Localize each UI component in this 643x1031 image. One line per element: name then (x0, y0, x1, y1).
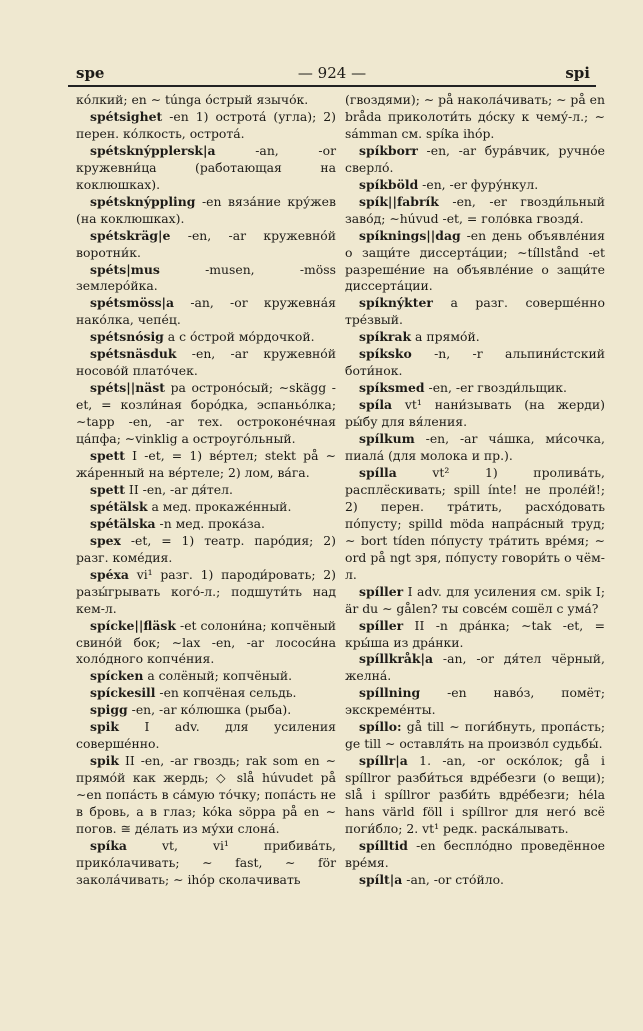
dictionary-entry (76, 194, 336, 228)
dictionary-entry (76, 380, 336, 448)
entry-definition: -en 1) острота́ (угла); 2) перен. ко́лкость, острота́. (76, 108, 336, 141)
dictionary-entry (76, 482, 336, 499)
entry-definition: vt, vi¹ прибива́ть, прико́лачивать; ∼ fast, ∼ för закола́чивать; ∼ ihóp сколачивать (76, 837, 336, 887)
entry-headword: spíknings||dag (359, 227, 461, 243)
dictionary-entry (76, 753, 336, 838)
entry-headword: spétskräg|e (90, 227, 171, 243)
entry-headword: spétälska (90, 515, 156, 531)
entry-headword: spik (90, 719, 119, 735)
dictionary-entry (345, 397, 605, 431)
entry-headword: spett (90, 448, 125, 464)
entry-definition: -et солони́на; копчёный свино́й бок; ∼lax -en, -ar лососи́на холо́дного копче́ния. (76, 617, 336, 667)
entry-headword: spett (90, 481, 125, 497)
dictionary-entry (345, 618, 605, 652)
entry-headword: spétsmöss|a (90, 295, 175, 311)
entry-headword: spéts||näst (90, 380, 165, 396)
dictionary-entry (345, 872, 605, 889)
entry-definition: -en, -er гвозди́льный заво́д; ∼húvud -et, = голо́вка гвоздя́. (345, 193, 605, 226)
right-column (345, 92, 605, 889)
dictionary-entry (345, 465, 605, 584)
dictionary-entry (76, 838, 336, 889)
entry-definition: ко́лкий; en ∼ túnga о́стрый язычо́к. (76, 92, 309, 107)
entry-definition: -musen, -möss землеро́йка. (76, 261, 336, 294)
entry-definition: a солёный; копчёный. (143, 668, 293, 684)
dictionary-entry (76, 567, 336, 618)
dictionary-entry (76, 109, 336, 143)
entry-headword: spíller (359, 617, 404, 633)
guide-word-right: spi (565, 64, 590, 82)
entry-headword: spílt|a (359, 871, 403, 887)
dictionary-entry (76, 329, 336, 346)
dictionary-entry (345, 194, 605, 228)
dictionary-entry (345, 431, 605, 465)
dictionary-entry (345, 838, 605, 872)
dictionary-entry (76, 516, 336, 533)
entry-headword: spíllr|a (359, 753, 408, 769)
entry-headword: spícken (90, 668, 144, 684)
entry-headword: spílla (359, 464, 397, 480)
page-header (68, 62, 596, 84)
entry-headword: spigg (90, 702, 128, 718)
entry-headword: spétsknýppling (90, 193, 196, 209)
dictionary-entry (345, 380, 605, 397)
dictionary-entry (76, 228, 336, 262)
dictionary-entry (76, 262, 336, 296)
dictionary-entry (345, 329, 605, 346)
entry-definition: I -et, = 1) ве́ртел; stekt på ∼ жа́ренный на ве́ртеле; 2) лом, ва́га. (76, 448, 336, 480)
entry-headword: spícke||fläsk (90, 617, 176, 633)
entry-headword: spíkborr (359, 142, 418, 158)
dictionary-entry (76, 533, 336, 567)
entry-definition: -en, -ar ча́шка, ми́сочка, пиала́ (для молока и пр.). (345, 431, 605, 464)
entry-headword: spílltid (359, 837, 408, 853)
entry-definition: -en беспло́дно проведённое вре́мя. (345, 837, 605, 870)
entry-headword: spéxa (90, 566, 129, 582)
entry-definition: 1. -an, -or оско́лок; gå i spíllror разби́ться вдре́безги (о вещи); slå i spíllror разби́ть вдре́безги; héla hans värld föll i spíllror для него́ всё поги́бло; 2. vt¹ редк. раска́лывать. (345, 753, 605, 836)
entry-headword: spík||fabrík (359, 193, 439, 209)
entry-headword: spétälsk (90, 498, 148, 514)
entry-definition: -en день объявле́ния о защи́те диссерта́ции; ∼tíllstånd -et разреше́ние на объявле́ние о защи́те диссерта́ции. (345, 227, 605, 294)
entry-definition: -n, -r альпини́стский боти́нок. (345, 346, 605, 379)
dictionary-entry (76, 92, 336, 109)
entry-definition: II -n дра́нка; ∼tak -et, = кры́ша из дра́нки. (345, 617, 605, 650)
entry-definition: vi¹ разг. 1) пароди́ровать; 2) разы́грывать кого́-л.; подшути́ть над кем-л. (76, 566, 336, 616)
entry-definition: -en вяза́ние кру́жев (на коклюшках). (76, 193, 336, 226)
dictionary-entry (345, 143, 605, 177)
dictionary-entry (76, 685, 336, 702)
entry-definition: II -en, -ar гвоздь; rak som en ∼ прямо́й как жердь; ◇ slå húvudet på ∼en попа́сть в са́мую то́чку; попа́сть не в бровь, а в глаз; kóka söppa på en ∼ погов. ≅ де́лать из му́хи слона́. (76, 753, 336, 836)
entry-headword: spíllo: (359, 719, 402, 735)
entry-headword: spex (90, 532, 121, 548)
entry-definition: -en, -ar бура́вчик, ручно́е сверло́. (345, 142, 605, 175)
entry-headword: spíller (359, 583, 404, 599)
dictionary-entry (345, 92, 605, 143)
entry-definition: I adv. для усиления соверше́нно. (76, 719, 336, 752)
entry-definition: a прямо́й. (411, 329, 480, 345)
entry-headword: spíckesill (90, 685, 156, 701)
entry-definition: -et, = 1) театр. паро́дия; 2) разг. коме́дия. (76, 532, 336, 565)
entry-headword: spíkböld (359, 176, 419, 192)
entry-headword: spíka (90, 837, 127, 853)
entry-definition: pa остроно́сый; ∼skägg -et, = козли́ная боро́дка, эспаньо́лка; ∼tapp -en, -ar тех. остроконе́чная ца́пфа; ∼vinklig a остроуго́льный. (76, 380, 336, 447)
dictionary-entry (76, 346, 336, 380)
entry-headword: spíllning (359, 685, 421, 701)
entry-definition: -an, -or дя́тел чёрный, желна́. (345, 651, 605, 684)
entry-definition: (гвоздями); ∼ på накола́чивать; ∼ på en bråda приколоти́ть до́ску к чему́-л.; ∼ sámman см. spíka ihóp. (345, 92, 605, 141)
entry-definition: a мед. прокаже́нный. (147, 498, 292, 514)
entry-definition: a с о́строй мо́рдочкой. (163, 329, 315, 345)
entry-headword: spíksmed (359, 380, 425, 396)
dictionary-entry (76, 448, 336, 482)
entry-headword: spétsighet (90, 108, 163, 124)
dictionary-entry (76, 499, 336, 516)
dictionary-entry (76, 702, 336, 719)
entry-headword: spétsknýpplersk|a (90, 142, 216, 158)
dictionary-entry (345, 228, 605, 296)
header-rule (68, 85, 596, 87)
dictionary-entry (345, 177, 605, 194)
entry-definition: gå till ∼ поги́бнуть, пропа́сть; ge till ∼ оставля́ть на произво́л судьбы́. (345, 719, 605, 752)
guide-word-left: spe (76, 64, 105, 82)
entry-definition: -n мед. прока́за. (155, 515, 265, 531)
left-column (76, 92, 336, 889)
dictionary-entry (345, 346, 605, 380)
entry-definition: vt¹ нани́зывать (на жерди) ры́бу для вя́ления. (345, 397, 605, 430)
entry-definition: -en наво́з, помёт; экскреме́нты. (345, 685, 605, 718)
entry-headword: spíkrak (359, 329, 412, 345)
dictionary-entry (345, 685, 605, 719)
entry-definition: -en копчёная сельдь. (155, 685, 297, 701)
page-number: — 924 — (297, 64, 367, 82)
entry-headword: spíknýkter (359, 295, 433, 311)
dictionary-entry (345, 753, 605, 838)
entry-definition: -en, -ar кружевно́й носово́й плато́чек. (76, 346, 336, 379)
entry-headword: spíksko (359, 346, 412, 362)
dictionary-entry (345, 584, 605, 618)
dictionary-entry (76, 143, 336, 194)
entry-headword: spik (90, 753, 119, 769)
entry-headword: spétsnósig (90, 329, 164, 345)
dictionary-entry (345, 295, 605, 329)
entry-definition: -an, -or кружевни́ца (работающая на коклюшках). (76, 142, 336, 192)
entry-headword: spíllkråk|a (359, 651, 434, 667)
dictionary-entry (76, 668, 336, 685)
entry-definition: -en, -er фуру́нкул. (418, 176, 539, 192)
entry-definition: -an, -or кружевна́я нако́лка, чепе́ц. (76, 295, 336, 328)
entry-headword: spílkum (359, 431, 415, 447)
dictionary-entry (76, 618, 336, 669)
entry-definition: -an, -or сто́йло. (402, 871, 504, 887)
entry-headword: spíla (359, 397, 393, 413)
dictionary-entry (345, 719, 605, 753)
dictionary-entry (345, 651, 605, 685)
entry-definition: -en, -ar ко́люшка (рыба). (127, 702, 292, 718)
entry-headword: spéts|mus (90, 261, 160, 277)
entry-definition: -en, -ar кружевно́й воротни́к. (76, 227, 336, 260)
entry-definition: a разг. соверше́нно тре́звый. (345, 295, 605, 328)
entry-headword: spétsnäsduk (90, 346, 177, 362)
dictionary-entry (76, 719, 336, 753)
entry-definition: -en, -er гвозди́льщик. (424, 380, 567, 396)
entry-definition: II -en, -ar дя́тел. (124, 481, 233, 497)
entry-definition: I adv. для усиления см. spik I; är du ∼ gålen? ты совсе́м сошёл с ума́? (345, 583, 605, 616)
entry-definition: vt² 1) пролива́ть, расплёскивать; spill ínte! не проле́й!; 2) перен. тра́тить, расхо́довать по́пусту; spilld möda напра́сный труд; ∼ bort tíden по́пусту тра́тить вре́мя; ∼ ord på ngt зря, по́пусту говори́ть о чём-л. (345, 464, 605, 582)
dictionary-entry (76, 295, 336, 329)
